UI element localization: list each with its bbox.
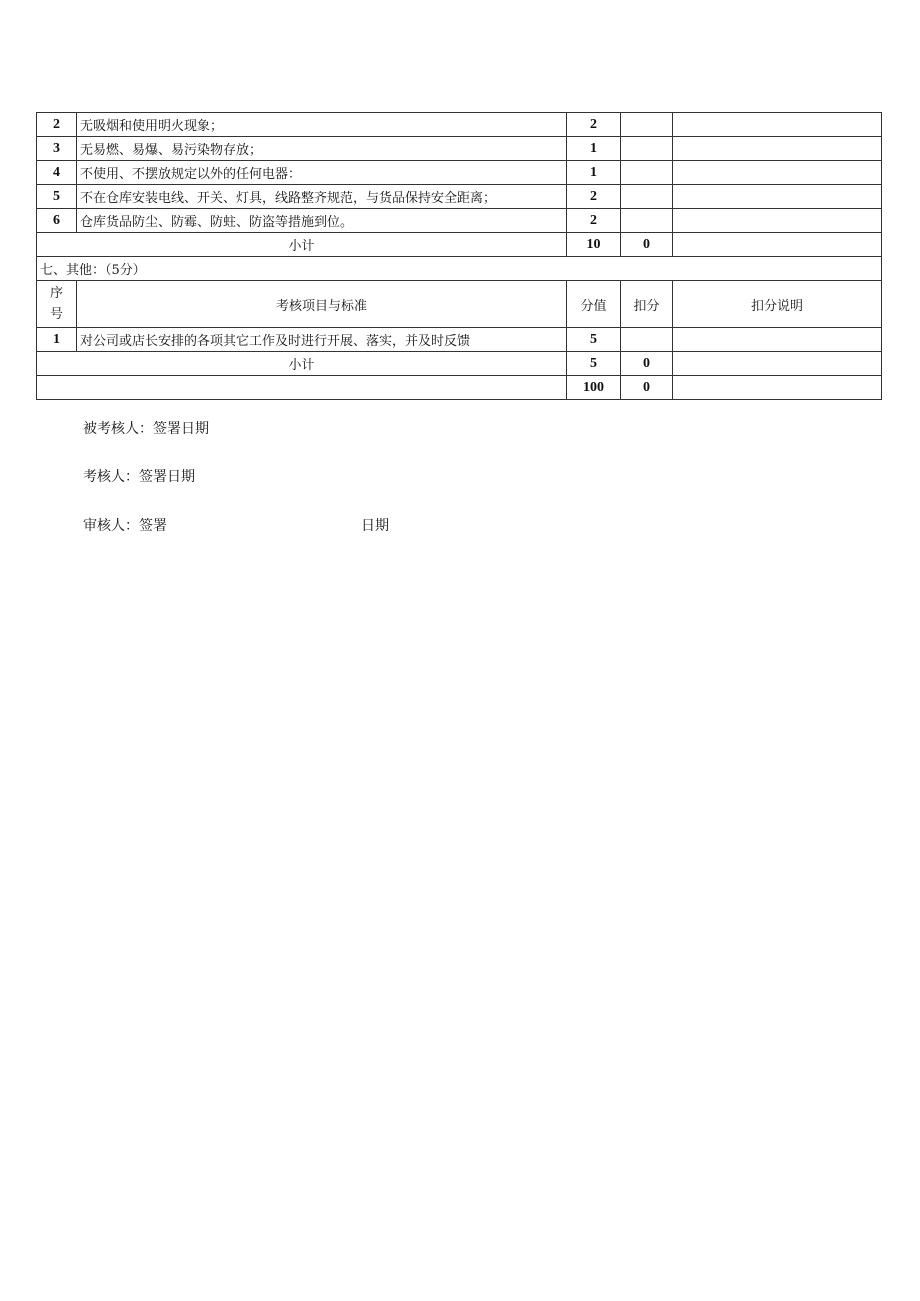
row-number: 1 (37, 328, 77, 352)
total-score: 100 (567, 376, 621, 400)
header-number (37, 281, 77, 328)
row-deduct[interactable] (621, 209, 673, 233)
subtotal-score: 10 (567, 233, 621, 257)
row-item: 无吸烟和使用明火现象； (77, 113, 567, 137)
table-row (37, 185, 882, 209)
subtotal-label: 小计 (37, 352, 567, 376)
header-note: 扣分说明 (673, 281, 882, 328)
row-number: 3 (37, 137, 77, 161)
row-note[interactable] (673, 137, 882, 161)
row-deduct[interactable] (621, 137, 673, 161)
header-number-line2: 号 (49, 307, 63, 322)
row-deduct[interactable] (621, 113, 673, 137)
row-number: 5 (37, 185, 77, 209)
header-item: 考核项目与标准 (77, 281, 567, 328)
row-note[interactable] (673, 185, 882, 209)
row-score: 5 (567, 328, 621, 352)
row-score: 2 (567, 209, 621, 233)
row-deduct[interactable] (621, 161, 673, 185)
row-score: 2 (567, 185, 621, 209)
subtotal-row (37, 233, 882, 257)
table-row (37, 328, 882, 352)
subtotal-note[interactable] (673, 233, 882, 257)
total-row (37, 376, 882, 400)
examinee-signature: 被考核人：签署日期 (83, 421, 209, 437)
header-number-line1: 序 (49, 286, 63, 301)
subtotal-score: 5 (567, 352, 621, 376)
total-deduct: 0 (621, 376, 673, 400)
table-row (37, 209, 882, 233)
row-item: 无易燃、易爆、易污染物存放； (77, 137, 567, 161)
row-note[interactable] (673, 209, 882, 233)
row-score: 2 (567, 113, 621, 137)
row-deduct[interactable] (621, 328, 673, 352)
row-number: 6 (37, 209, 77, 233)
row-note[interactable] (673, 161, 882, 185)
row-note[interactable] (673, 328, 882, 352)
header-deduct: 扣分 (621, 281, 673, 328)
reviewer-date: 日期 (361, 518, 389, 534)
subtotal-label: 小计 (37, 233, 567, 257)
row-item: 不使用、不摆放规定以外的任何电器： (77, 161, 567, 185)
examiner-signature: 考核人：签署日期 (83, 469, 195, 485)
section-title-row (37, 257, 882, 281)
reviewer-signature: 审核人：签署 (83, 518, 167, 534)
section-title: 七、其他：（5分） (37, 257, 882, 281)
evaluation-table (36, 112, 882, 400)
subtotal-deduct: 0 (621, 233, 673, 257)
row-note[interactable] (673, 113, 882, 137)
header-score: 分值 (567, 281, 621, 328)
row-score: 1 (567, 137, 621, 161)
subtotal-note[interactable] (673, 352, 882, 376)
table-row (37, 161, 882, 185)
row-item: 仓库货品防尘、防霉、防蛀、防盗等措施到位。 (77, 209, 567, 233)
subtotal-row (37, 352, 882, 376)
table-row (37, 137, 882, 161)
header-row (37, 281, 882, 328)
row-number: 2 (37, 113, 77, 137)
row-item: 对公司或店长安排的各项其它工作及时进行开展、落实，并及时反馈 (77, 328, 567, 352)
total-label (37, 376, 567, 400)
row-score: 1 (567, 161, 621, 185)
table-row (37, 113, 882, 137)
subtotal-deduct: 0 (621, 352, 673, 376)
total-note[interactable] (673, 376, 882, 400)
row-item: 不在仓库安装电线、开关、灯具，线路整齐规范，与货品保持安全距离； (77, 185, 567, 209)
row-deduct[interactable] (621, 185, 673, 209)
row-number: 4 (37, 161, 77, 185)
